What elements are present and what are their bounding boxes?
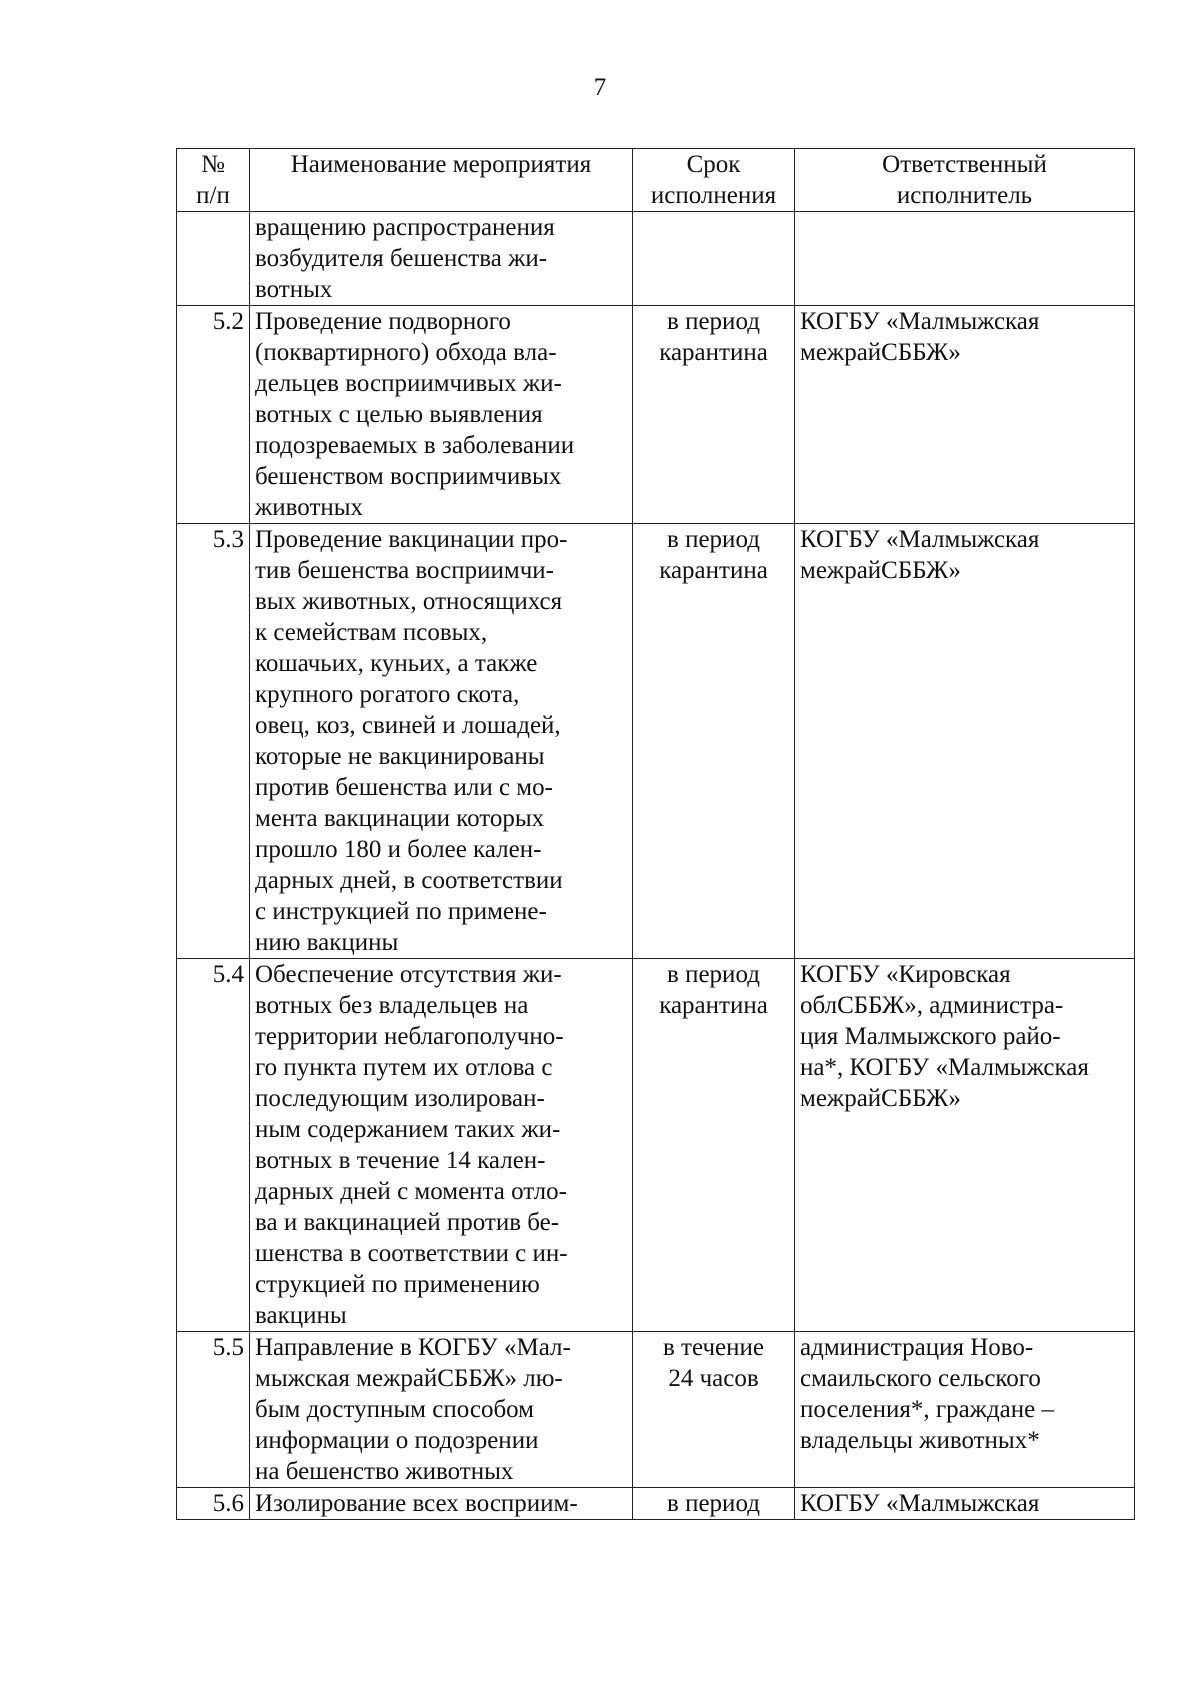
measures-table bbox=[176, 148, 1135, 1520]
row-number: 5.6 bbox=[177, 1488, 250, 1520]
deadline: в период bbox=[633, 1488, 795, 1520]
row-number: 5.5 bbox=[177, 1332, 250, 1488]
table-header-row bbox=[177, 149, 1135, 212]
responsible: администрация Ново- смаильского сельского поселения*, граждане – владельцы животных* bbox=[795, 1332, 1135, 1488]
header-responsible: Ответственный исполнитель bbox=[795, 149, 1135, 212]
table-row bbox=[177, 524, 1135, 959]
row-number: 5.4 bbox=[177, 959, 250, 1332]
header-measure-name: Наименование мероприятия bbox=[250, 149, 633, 212]
deadline: в период карантина bbox=[633, 306, 795, 524]
measure-name: Направление в КОГБУ «Мал- мыжская межрайСББЖ» лю- бым доступным способом информации о подозрении на бешенство животных bbox=[250, 1332, 633, 1488]
table-row bbox=[177, 212, 1135, 306]
measure-name: вращению распространения возбудителя бешенства жи- вотных bbox=[250, 212, 633, 306]
row-number bbox=[177, 212, 250, 306]
measure-name: Изолирование всех восприим- bbox=[250, 1488, 633, 1520]
responsible: КОГБУ «Кировская облСББЖ», администра- ция Малмыжского райо- на*, КОГБУ «Малмыжская межрайСББЖ» bbox=[795, 959, 1135, 1332]
measure-name: Обеспечение отсутствия жи- вотных без владельцев на территории неблагополучно- го пункта путем их отлова с последующим изолирован- ным содержанием таких жи- вотных в течение 14 кален- дарных дней с момента отло- ва и вакцинацией против бе- шенства в соответствии с ин- струкцией по применению вакцины bbox=[250, 959, 633, 1332]
responsible bbox=[795, 212, 1135, 306]
row-number: 5.2 bbox=[177, 306, 250, 524]
deadline bbox=[633, 212, 795, 306]
table-row bbox=[177, 306, 1135, 524]
header-number: № п/п bbox=[177, 149, 250, 212]
table-row bbox=[177, 1332, 1135, 1488]
measure-name: Проведение вакцинации про- тив бешенства восприимчи- вых животных, относящихся к семействам псовых, кошачьих, куньих, а также крупного рогатого скота, овец, коз, свиней и лошадей, которые не вакцинированы против бешенства или с мо- мента вакцинации которых прошло 180 и более кален- дарных дней, в соответствии с инструкцией по примене- нию вакцины bbox=[250, 524, 633, 959]
measure-name: Проведение подворного (поквартирного) обхода вла- дельцев восприимчивых жи- вотных с целью выявления подозреваемых в заболевании бешенством восприимчивых животных bbox=[250, 306, 633, 524]
page-number: 7 bbox=[593, 74, 607, 101]
responsible: КОГБУ «Малмыжская bbox=[795, 1488, 1135, 1520]
header-deadline: Срок исполнения bbox=[633, 149, 795, 212]
responsible: КОГБУ «Малмыжская межрайСББЖ» bbox=[795, 524, 1135, 959]
table-row bbox=[177, 959, 1135, 1332]
table-row bbox=[177, 1488, 1135, 1520]
deadline: в период карантина bbox=[633, 959, 795, 1332]
responsible: КОГБУ «Малмыжская межрайСББЖ» bbox=[795, 306, 1135, 524]
deadline: в течение 24 часов bbox=[633, 1332, 795, 1488]
deadline: в период карантина bbox=[633, 524, 795, 959]
row-number: 5.3 bbox=[177, 524, 250, 959]
